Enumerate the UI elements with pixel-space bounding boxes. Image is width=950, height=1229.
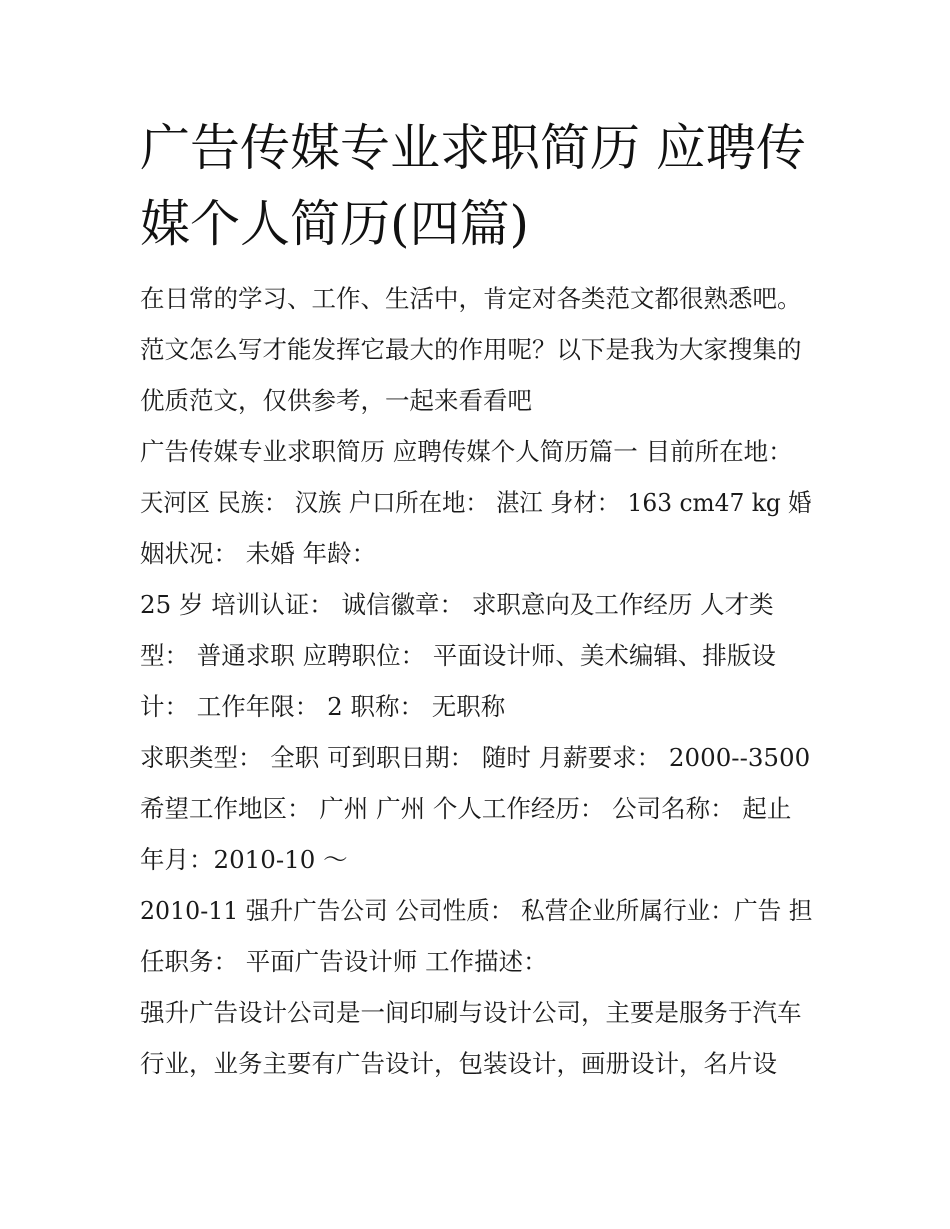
- body-line: 在日常的学习、工作、生活中，肯定对各类范文都很熟悉吧。: [140, 284, 802, 313]
- body-line: 求职类型： 全职 可到职日期： 随时 月薪要求： 2000--3500: [140, 743, 811, 772]
- body-line: 计： 工作年限： 2 职称： 无职称: [140, 692, 506, 721]
- body-line: 25 岁 培训认证： 诚信徽章： 求职意向及工作经历 人才类: [140, 590, 774, 619]
- body-line: 2010-11 强升广告公司 公司性质： 私营企业所属行业：广告 担: [140, 896, 813, 925]
- body-line: 任职务： 平面广告设计师 工作描述：: [140, 947, 548, 976]
- body-line: 优质范文，仅供参考，一起来看看吧: [140, 386, 532, 415]
- body-line: 范文怎么写才能发挥它最大的作用呢？以下是我为大家搜集的: [140, 335, 802, 364]
- body-line: 型： 普通求职 应聘职位： 平面设计师、美术编辑、排版设: [140, 641, 776, 670]
- body-line: 姻状况： 未婚 年龄：: [140, 539, 377, 568]
- document-title-line-1: 广告传媒专业求职简历 应聘传: [140, 119, 806, 177]
- body-line: 天河区 民族： 汉族 户口所在地： 湛江 身材： 163 cm47 kg 婚: [140, 488, 812, 517]
- body-line: 强升广告设计公司是一间印刷与设计公司，主要是服务于汽车: [140, 998, 802, 1027]
- document-title-line-2: 媒个人简历(四篇): [140, 195, 530, 253]
- body-line: 希望工作地区： 广州 广州 个人工作经历： 公司名称： 起止: [140, 794, 792, 823]
- body-line: 广告传媒专业求职简历 应聘传媒个人简历篇一 目前所在地：: [140, 437, 793, 466]
- body-line: 年月：2010-10 ～: [140, 845, 348, 874]
- body-line: 行业，业务主要有广告设计，包装设计，画册设计，名片设: [140, 1049, 777, 1078]
